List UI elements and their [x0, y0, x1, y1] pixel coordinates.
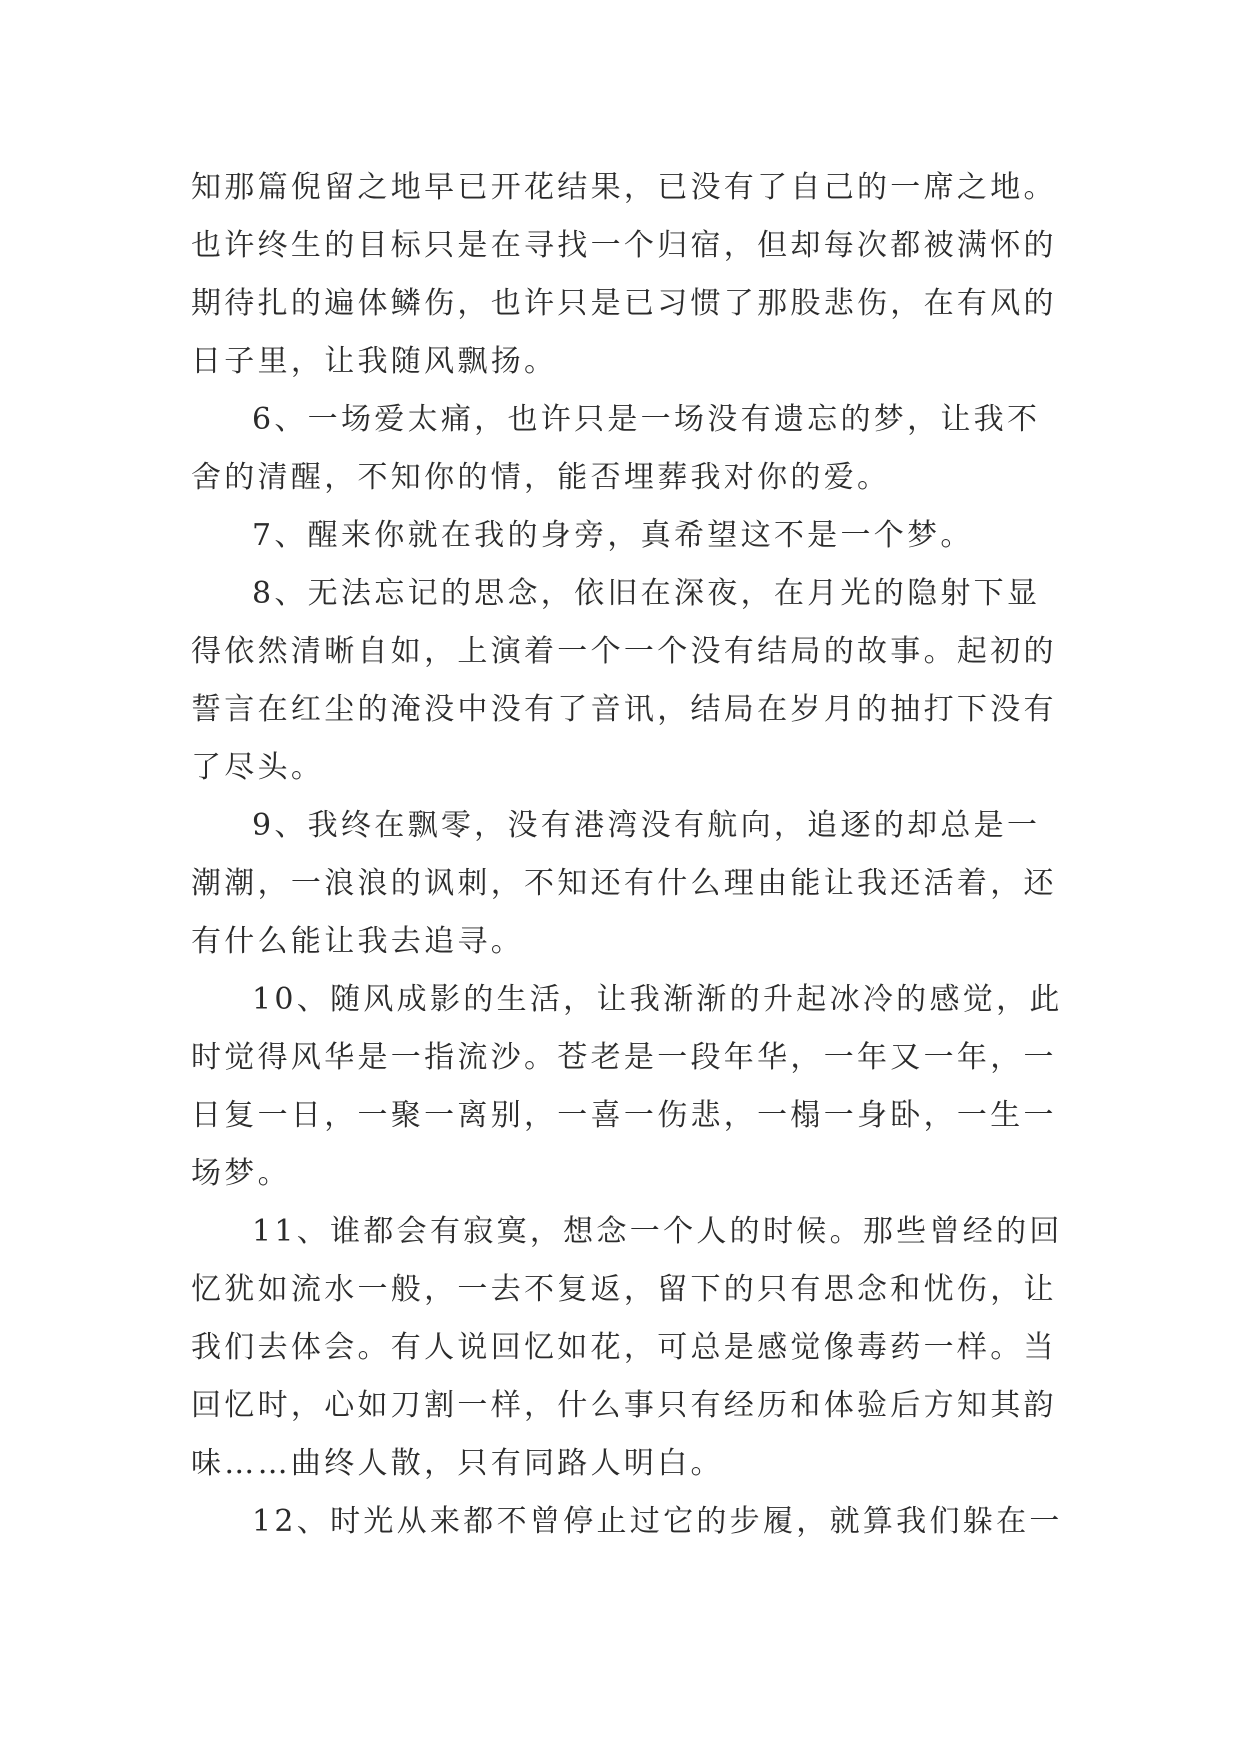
text-line: 舍的清醒，不知你的情，能否埋葬我对你的爱。 [191, 460, 891, 495]
text-line: 知那篇倪留之地早已开花结果，已没有了自己的一席之地。 [191, 170, 1057, 205]
text-line: 得依然清晰自如，上演着一个一个没有结局的故事。起初的 [191, 634, 1057, 669]
paragraph-first-line: 8、无法忘记的思念，依旧在深夜，在月光的隐射下显 [252, 576, 1041, 611]
text-line: 忆犹如流水一般，一去不复返，留下的只有思念和忧伤，让 [191, 1272, 1057, 1307]
paragraph-first-line: 6、一场爱太痛，也许只是一场没有遗忘的梦，让我不 [252, 402, 1041, 437]
text-line: 场梦。 [191, 1156, 291, 1191]
paragraph-first-line: 10、随风成影的生活，让我渐渐的升起冰冷的感觉，此 [252, 982, 1063, 1017]
body-text [191, 159, 1071, 1551]
text-line: 了尽头。 [191, 750, 325, 785]
paragraph-first-line: 11、谁都会有寂寞，想念一个人的时候。那些曾经的回 [252, 1214, 1063, 1249]
text-line: 日子里，让我随风飘扬。 [191, 344, 558, 379]
text-line: 潮潮，一浪浪的讽刺，不知还有什么理由能让我还活着，还 [191, 866, 1057, 901]
text-line: 味……曲终人散，只有同路人明白。 [191, 1446, 724, 1481]
text-line: 也许终生的目标只是在寻找一个归宿，但却每次都被满怀的 [191, 228, 1057, 263]
text-line: 誓言在红尘的淹没中没有了音讯，结局在岁月的抽打下没有 [191, 692, 1057, 727]
text-line: 日复一日，一聚一离别，一喜一伤悲，一榻一身卧，一生一 [191, 1098, 1057, 1133]
text-line: 时觉得风华是一指流沙。苍老是一段年华，一年又一年，一 [191, 1040, 1057, 1075]
paragraph-first-line: 7、醒来你就在我的身旁，真希望这不是一个梦。 [252, 518, 974, 553]
paragraph-first-line: 9、我终在飘零，没有港湾没有航向，追逐的却总是一 [252, 808, 1041, 843]
text-line: 有什么能让我去追寻。 [191, 924, 524, 959]
text-line: 回忆时，心如刀割一样，什么事只有经历和体验后方知其韵 [191, 1388, 1057, 1423]
text-line: 期待扎的遍体鳞伤，也许只是已习惯了那股悲伤，在有风的 [191, 286, 1057, 321]
text-line: 我们去体会。有人说回忆如花，可总是感觉像毒药一样。当 [191, 1330, 1057, 1365]
paragraph-first-line: 12、时光从来都不曾停止过它的步履，就算我们躲在一 [252, 1504, 1063, 1539]
